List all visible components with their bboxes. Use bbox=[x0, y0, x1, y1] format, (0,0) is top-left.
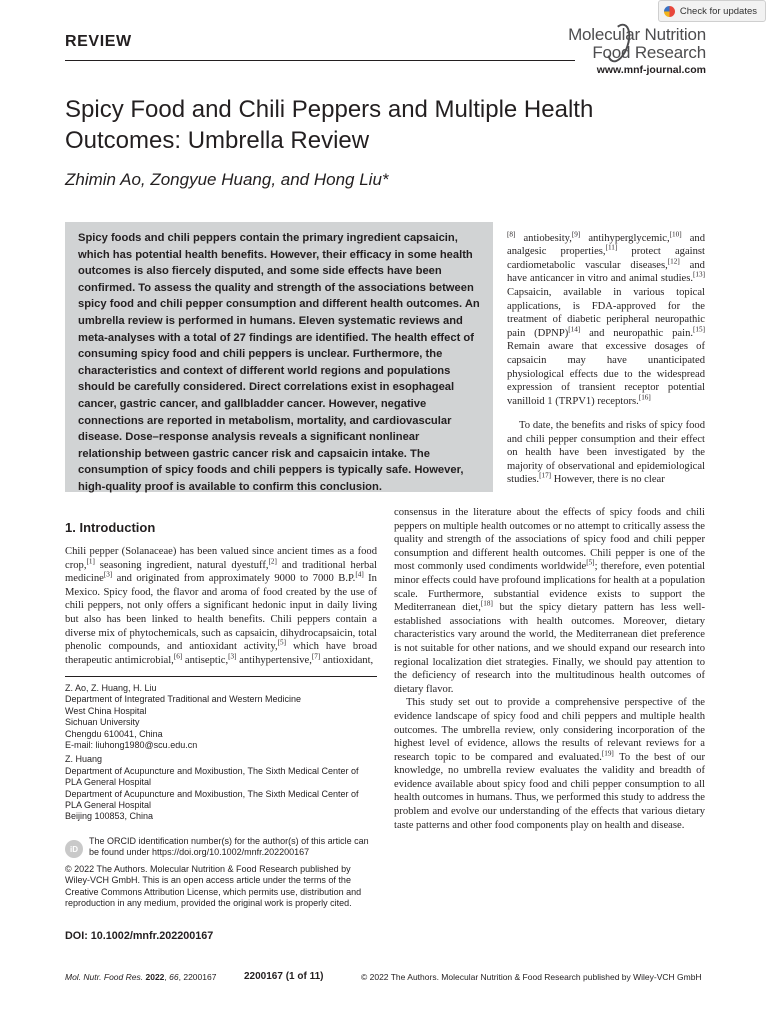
citation-ref[interactable]: [14] bbox=[568, 325, 581, 334]
text-run: and analgesic properties, bbox=[507, 232, 705, 258]
affiliation-line: Z. Ao, Z. Huang, H. Liu bbox=[65, 683, 157, 693]
footer-volume: 66 bbox=[169, 972, 179, 982]
citation-ref[interactable]: [12] bbox=[667, 257, 680, 266]
citation-ref[interactable]: [7] bbox=[311, 652, 321, 661]
text-run: ; therefore, even potential minor effects could have profound implications for health at a population scale. Furthermore, substantial evidence exists to support the Mediterranean diet, bbox=[394, 561, 705, 614]
text-run: and neuropathic pain. bbox=[580, 327, 694, 339]
text-run: antihypertensive, bbox=[236, 654, 312, 666]
text-run: Chili pepper (Solanaceae) has been valued since ancient times as a food crop, bbox=[65, 546, 377, 571]
body-paragraph-continued bbox=[507, 232, 705, 409]
text-run: but the spicy dietary pattern has less well-established associations with health outcomes. Moreover, dietary characteristics vary around the world, the Mediterranean diet preference is not suitable for other nations, and we should expand our research into regional localization diet strategies. Finally, we should pay attention to the deficiency of research into the multitudinous health outcomes of dietary flavor. bbox=[394, 602, 705, 695]
section-heading-introduction: 1. Introduction bbox=[65, 520, 156, 535]
affiliation-line: Beijing 100853, China bbox=[65, 811, 154, 822]
citation-ref[interactable]: [10] bbox=[669, 230, 682, 239]
text-run: antihyperglycemic, bbox=[580, 232, 670, 244]
citation-ref[interactable]: [15] bbox=[693, 325, 705, 334]
section-label: REVIEW bbox=[65, 33, 132, 50]
article-title: Spicy Food and Chili Peppers and Multiple Health Outcomes: Umbrella Review bbox=[65, 96, 594, 154]
license-note: © 2022 The Authors. Molecular Nutrition & Food Research published by Wiley-VCH GmbH. This is an open access article under the terms of the Creative Commons Attribution License, which permits use, distribution and reproduction in any medium, provided the original work is properly cited. bbox=[65, 864, 362, 909]
check-for-updates-badge[interactable] bbox=[658, 0, 766, 22]
text-run: antiseptic, bbox=[182, 654, 229, 666]
citation-ref[interactable]: [11] bbox=[605, 243, 618, 252]
citation-ref[interactable]: [18] bbox=[480, 599, 493, 608]
body-paragraph-continued bbox=[394, 506, 705, 696]
body-paragraph bbox=[394, 696, 705, 832]
text-run: protect against cardiometabolic vascular diseases, bbox=[507, 246, 705, 271]
footer-journal: Mol. Nutr. Food Res. bbox=[65, 972, 144, 982]
citation-ref[interactable]: [3] bbox=[103, 570, 113, 579]
citation-ref[interactable]: [5] bbox=[586, 558, 595, 567]
citation-ref[interactable]: [5] bbox=[277, 638, 287, 647]
orcid-text[interactable]: The ORCID identification number(s) for the author(s) of this article can be found under https://doi.org/10.1002/mnfr.202200167 bbox=[89, 836, 369, 857]
body-column-left bbox=[65, 545, 377, 667]
footer-copyright: © 2022 The Authors. Molecular Nutrition & Food Research published by Wiley-VCH GmbH bbox=[361, 972, 702, 982]
citation-ref[interactable]: [16] bbox=[638, 393, 651, 402]
body-paragraph bbox=[507, 419, 705, 487]
footer-year: 2022 bbox=[145, 972, 165, 982]
header-rule bbox=[65, 60, 575, 61]
text-run: Remain aware that excessive dosages of capsaicin may have unanticipated physiological effects due to the widespread expression of transient receptor potential vanilloid 1 (TRPV1) receptors. bbox=[507, 341, 705, 407]
citation-ref[interactable]: [6] bbox=[173, 652, 183, 661]
text-run: In Mexico. Spicy food, the flavor and aroma of food created by the use of chili peppers, not only offers a significant hedonic input in daily living but also has been linked to health benefits. Chili peppers contain a diverse mix of phytochemicals, such as capsaicin, dihydrocapsaicin, total phenolic compounds, and antioxidant activity, bbox=[65, 573, 377, 653]
citation-ref[interactable]: [9] bbox=[571, 230, 581, 239]
abstract-text: Spicy foods and chili peppers contain the primary ingredient capsaicin, which has potential health benefits. However, their efficacy in some health outcomes is also fiercely disputed, and some side effects have been confirmed. To assess the quality and strength of the associations between spicy food and chili pepper consumption and different health outcomes. An umbrella review is performed in humans. Eleven systematic reviews and meta-analyses with a total of 27 findings are identified. The health effect of consuming spicy food and chili peppers is unclear. Furthermore, the characteristics and context of different world regions and populations should be carefully considered. Direct correlations exist in esophageal cancer, gastric cancer, and gallbladder cancer. However, negative connections are reported in metabolism, mortality, and cardiovascular disease. Dose–response analysis reveals a significant nonlinear relationship between gastric cancer risk and capsaicin intake. The consumption of spicy foods and chili peppers is typically safe. However, high-quality proof is available to confirm this conclusion. bbox=[78, 232, 480, 493]
citation-ref[interactable]: [17] bbox=[539, 471, 552, 480]
text-run: antioxidant, bbox=[320, 654, 374, 666]
affiliation-line: Z. Huang bbox=[65, 754, 103, 765]
affiliation-line: West China Hospital bbox=[65, 705, 147, 716]
text-run: and traditional herbal medicine bbox=[65, 559, 377, 585]
footer-page-number: 2200167 (1 of 11) bbox=[244, 971, 324, 982]
body-column-right-upper bbox=[507, 221, 705, 497]
text-run: seasoning ingredient, natural dyestuff, bbox=[94, 559, 269, 571]
text-run: However, there is no clear bbox=[551, 474, 665, 486]
text-run: and have anticancer in vitro and animal studies. bbox=[507, 259, 705, 285]
orcid-note bbox=[65, 836, 377, 858]
journal-name-line1: Molecular Nutrition bbox=[568, 25, 706, 44]
text-run: To date, the benefits and risks of spicy food and chili pepper consumption and their effect on health have been investigated by the majority of observational and epidemiological studies. bbox=[507, 419, 705, 486]
affiliation-rule bbox=[65, 676, 377, 677]
affiliation-block-1 bbox=[65, 683, 377, 751]
text-run: antiobesity, bbox=[515, 232, 572, 244]
text-run: This study set out to provide a comprehensive perspective of the evidence landscape of spicy food and chili peppers and multiple health outcomes. The umbrella review, only considering incorporation of the highest level of evidence, allows the results of relevant reviews for a research topic to be compared and evaluated. bbox=[394, 697, 705, 763]
journal-name-line2: Food Research bbox=[592, 43, 706, 62]
journal-logo bbox=[568, 26, 706, 76]
text-run: Capsaicin, available in various topical applications, is FDA-approved for the treatment of diabetic peripheral neuropathic pain (DPNP) bbox=[507, 286, 705, 339]
citation-ref[interactable]: [8] bbox=[507, 230, 516, 239]
journal-url[interactable]: www.mnf-journal.com bbox=[596, 64, 706, 76]
check-for-updates-label: Check for updates bbox=[679, 5, 757, 17]
crossmark-icon bbox=[664, 6, 675, 17]
citation-ref[interactable]: [2] bbox=[268, 557, 277, 566]
affiliation-line: Chengdu 610041, China bbox=[65, 728, 163, 739]
text-run: and originated from approximately 9000 to 7000 B.P. bbox=[112, 573, 356, 585]
body-column-right-lower bbox=[394, 506, 705, 832]
text-run: which have broad therapeutic antimicrobial, bbox=[65, 641, 377, 666]
citation-ref[interactable]: [3] bbox=[228, 652, 237, 661]
citation-ref[interactable]: [13] bbox=[693, 270, 705, 279]
doi[interactable]: DOI: 10.1002/mnfr.202200167 bbox=[65, 930, 214, 942]
article-authors: Zhimin Ao, Zongyue Huang, and Hong Liu* bbox=[65, 170, 389, 189]
affiliation-block-2 bbox=[65, 754, 377, 822]
footer-citation: Mol. Nutr. Food Res. 2022, 66, 2200167 bbox=[65, 972, 217, 982]
citation-ref[interactable]: [1] bbox=[86, 557, 95, 566]
affiliation-line: Sichuan University bbox=[65, 717, 140, 728]
body-paragraph bbox=[65, 545, 377, 667]
citation-ref[interactable]: [19] bbox=[601, 749, 614, 758]
footer-article-number: 2200167 bbox=[183, 972, 217, 982]
affiliation-line: Department of Acupuncture and Moxibustion, The Sixth Medical Center of PLA General Hospital bbox=[65, 765, 359, 788]
text-run: consensus in the literature about the effects of spicy foods and chili peppers on multiple health outcomes or no attempt to critically assess the quality and strength of the associations of spicy food and chili pepper consumption and different health outcomes. Chili pepper is one of the most commonly used condiments worldwide bbox=[394, 507, 705, 573]
abstract-box bbox=[65, 222, 493, 492]
text-run: To the best of our knowledge, no umbrella review evaluates the validity and breadth of evidence available about spicy food and chili pepper consumption to all health outcomes in humans. Thus, we performed this study to address the problem and evolve our understanding of the effects that various dietary taste patterns and other food components play on health and disease. bbox=[394, 751, 705, 831]
orcid-icon: iD bbox=[65, 840, 83, 858]
affiliation-email[interactable]: E-mail: liuhong1980@scu.edu.cn bbox=[65, 740, 198, 751]
affiliation-line: Department of Acupuncture and Moxibustion, The Sixth Medical Center of PLA General Hospital bbox=[65, 788, 359, 811]
citation-ref[interactable]: [4] bbox=[355, 570, 364, 579]
affiliations bbox=[65, 683, 377, 826]
affiliation-line: Department of Integrated Traditional and Western Medicine bbox=[65, 694, 301, 705]
